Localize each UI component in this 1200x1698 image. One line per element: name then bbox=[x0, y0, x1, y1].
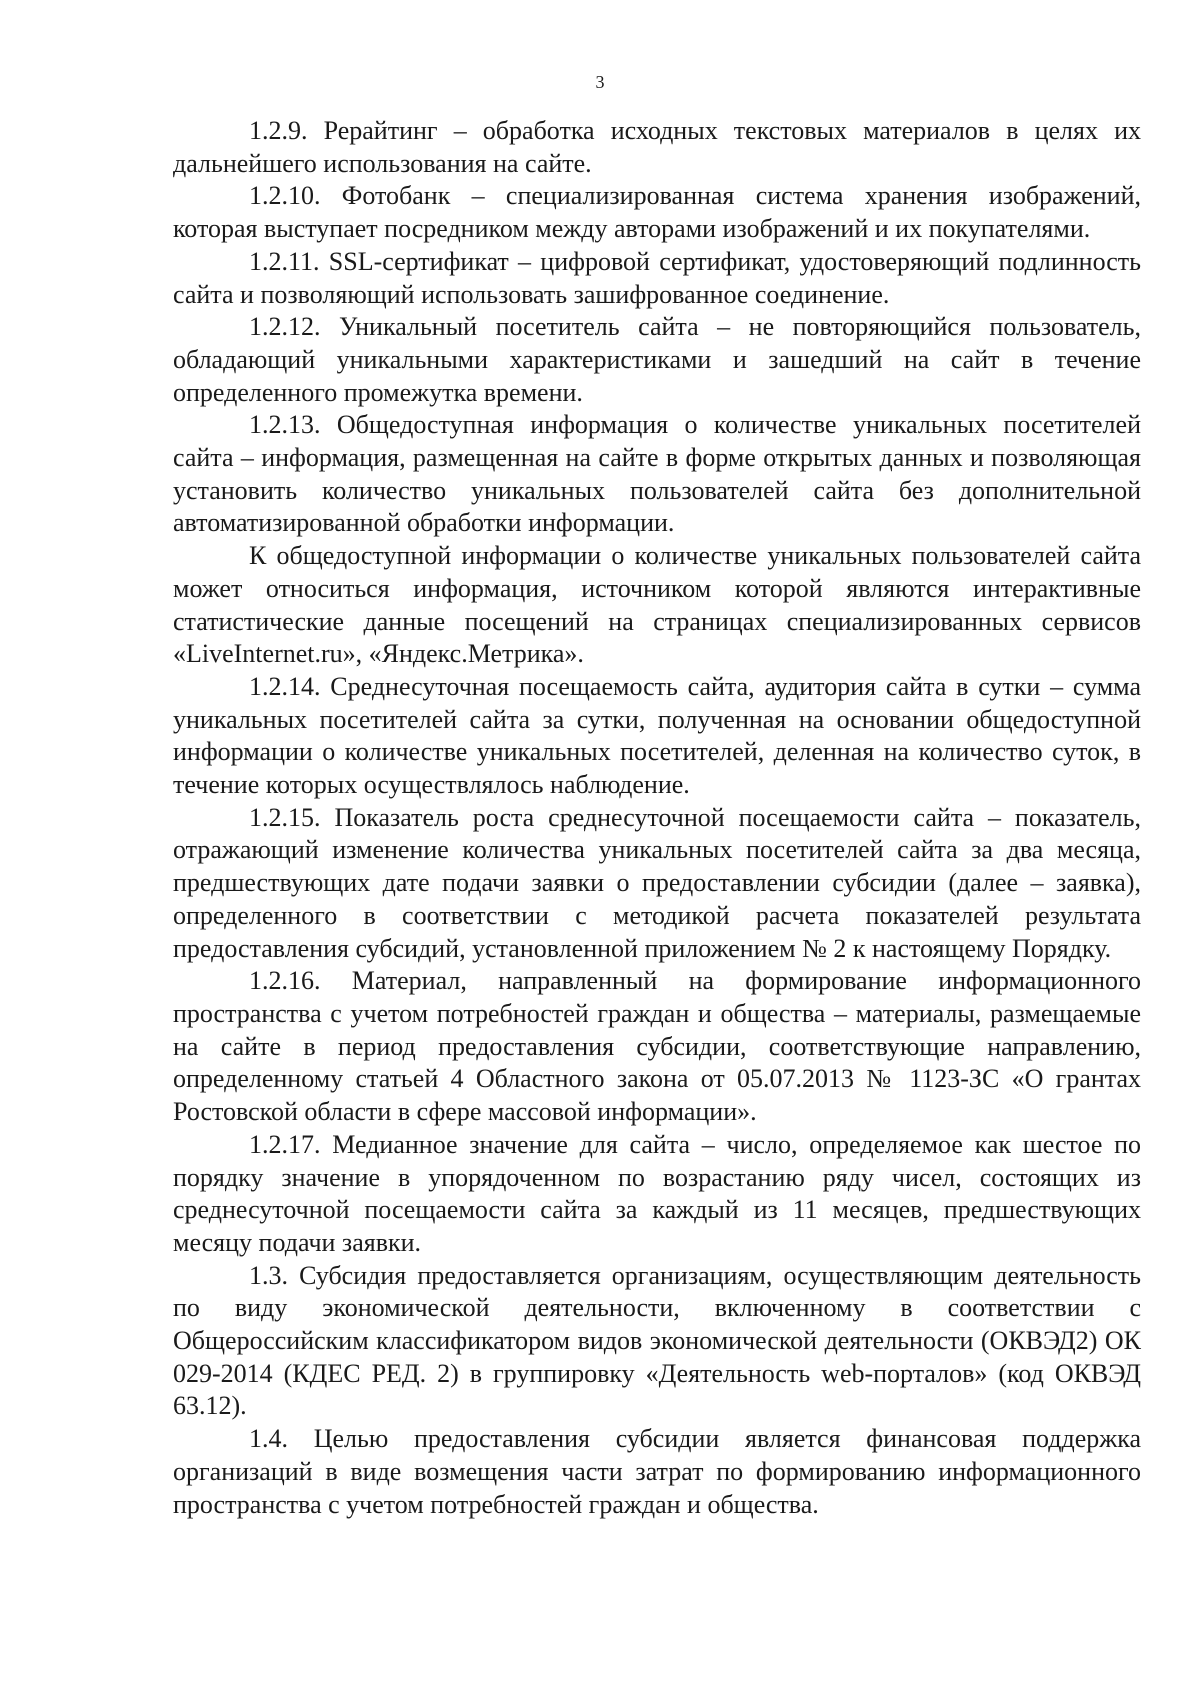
paragraph-1-2-12: 1.2.12. Уникальный посетитель сайта – не повторяющийся пользователь, обладающий уникальными характеристиками и зашедший на сайт в течение определенного промежутка времени. bbox=[173, 312, 1141, 407]
paragraph-1-2-10: 1.2.10. Фотобанк – специализированная система хранения изображений, которая выступает посредником между авторами изображений и их покупателями. bbox=[173, 181, 1141, 244]
paragraph-1-2-9: 1.2.9. Рерайтинг – обработка исходных текстовых материалов в целях их дальнейшего использования на сайте. bbox=[173, 116, 1141, 178]
paragraph-1-2-13-addendum: К общедоступной информации о количестве уникальных пользователей сайта может относиться информация, источником которой являются интерактивные статистические данные посещений на страницах специализированных сервисов «LiveInternet.ru», «Яндекс.Метрика». bbox=[173, 541, 1141, 669]
paragraph-1-2-17: 1.2.17. Медианное значение для сайта – число, определяемое как шестое по порядку значение в упорядоченном по возрастанию ряду чисел, состоящих из среднесуточной посещаемости сайта за каждый из 11 месяцев, предшествующих месяцу подачи заявки. bbox=[173, 1129, 1141, 1257]
paragraph-1-3: 1.3. Субсидия предоставляется организациям, осуществляющим деятельность по виду экономической деятельности, включенному в соответствии с Общероссийским классификатором видов экономической деятельности (ОКВЭД2) ОК 029-2014 (КДЕС РЕД. 2) в группировку «Деятельность web-порталов» (код ОКВЭД 63.12). bbox=[173, 1260, 1141, 1421]
page-number: 3 bbox=[595, 72, 605, 92]
paragraph-1-2-14: 1.2.14. Среднесуточная посещаемость сайта, аудитория сайта в сутки – сумма уникальных посетителей сайта за сутки, полученная на основании общедоступной информации о количестве уникальных посетителей, деленная на количество суток, в течение которых осуществлялось наблюдение. bbox=[173, 671, 1141, 800]
paragraph-1-2-13: 1.2.13. Общедоступная информация о количестве уникальных посетителей сайта – информация, размещенная на сайте в форме открытых данных и позволяющая установить количество уникальных пользователей сайта без дополнительной автоматизированной обработки информации. bbox=[173, 410, 1141, 538]
document-body bbox=[173, 115, 1141, 1521]
paragraph-1-2-15: 1.2.15. Показатель роста среднесуточной посещаемости сайта – показатель, отражающий изменение количества уникальных посетителей сайта за два месяца, предшествующих дате подачи заявки о предоставлении субсидии (далее – заявка), определенного в соответствии с методикой расчета показателей результата предоставления субсидий, установленной приложением № 2 к настоящему Порядку. bbox=[173, 802, 1141, 963]
paragraph-1-4: 1.4. Целью предоставления субсидии является финансовая поддержка организаций в виде возмещения части затрат по формированию информационного пространства с учетом потребностей граждан и общества. bbox=[173, 1424, 1141, 1519]
paragraph-1-2-11: 1.2.11. SSL-сертификат – цифровой сертификат, удостоверяющий подлинность сайта и позволяющий использовать зашифрованное соединение. bbox=[173, 246, 1141, 309]
paragraph-1-2-16: 1.2.16. Материал, направленный на формирование информационного пространства с учетом потребностей граждан и общества – материалы, размещаемые на сайте в период предоставления субсидии, соответствующие направлению, определенному статьей 4 Областного закона от 05.07.2013 № 1123-ЗС «О грантах Ростовской области в сфере массовой информации». bbox=[173, 966, 1141, 1127]
